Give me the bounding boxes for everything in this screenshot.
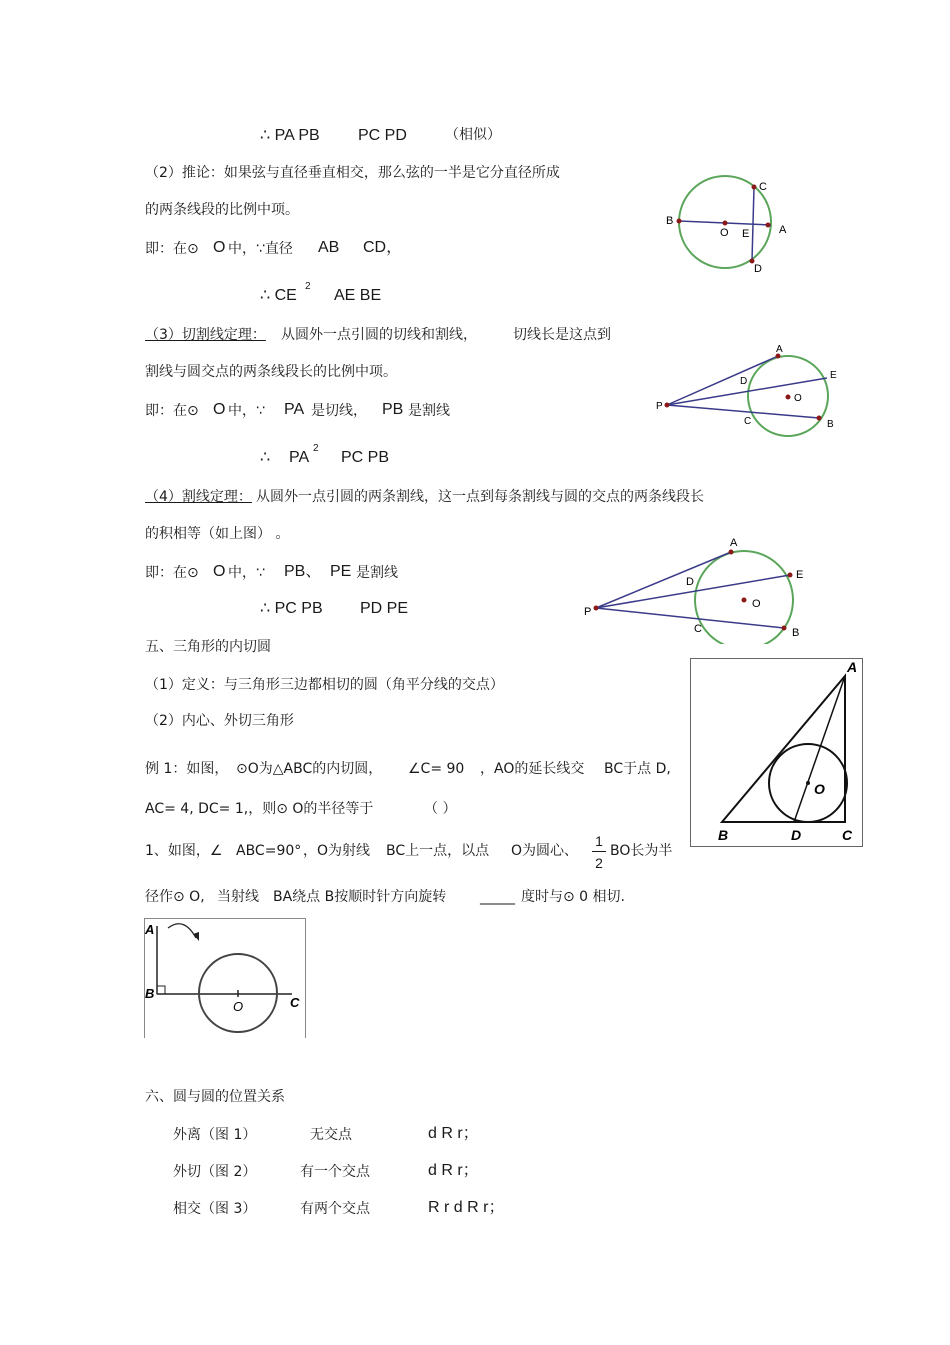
- example1-given: AC= 4, DC= 1,，则⊙ O的半径等于: [145, 801, 374, 817]
- tangent-secant-title: （3）切割线定理：: [145, 327, 266, 343]
- fig1-point-o: [723, 221, 728, 226]
- fig3-point-e: [788, 573, 793, 578]
- question1-fraction-numerator: 1: [595, 833, 603, 849]
- question1-fraction-bar: [592, 851, 606, 852]
- fig1-label-e: E: [742, 228, 750, 240]
- fig5-arrowhead: [193, 932, 199, 941]
- figure-two-secants: [578, 534, 808, 644]
- conclusion-similar-left: ∴ PA PB: [260, 127, 320, 144]
- fig1-point-b: [677, 219, 682, 224]
- fig3-label-d: D: [686, 576, 694, 588]
- tangent-secant-sup: 2: [313, 443, 319, 454]
- secant-theorem-line2: 的积相等（如上图） 。: [145, 526, 290, 542]
- fig1-label-o: O: [720, 227, 729, 239]
- secant-given-pe: PE: [330, 563, 352, 580]
- relation-row-name: 相交（图 3）: [173, 1201, 257, 1217]
- conclusion-similar-right: PC PD: [358, 127, 407, 144]
- relation-row-name: 外离（图 1）: [173, 1127, 257, 1143]
- fig3-point-o: [742, 598, 747, 603]
- figure-tangent-secant: [652, 340, 842, 440]
- corollary-given-ab: AB: [318, 239, 340, 256]
- corollary-given-prefix: 即：在⊙: [145, 241, 199, 257]
- fig4-label-b: B: [718, 827, 729, 843]
- question1-angle: ABC=90°: [236, 843, 302, 859]
- question1-answer-blank: _____: [480, 889, 515, 905]
- relation-row-desc: 有一个交点: [300, 1164, 370, 1180]
- fig5-label-a: A: [145, 922, 155, 937]
- secant-given-mid: 中，∵: [228, 565, 265, 581]
- fig2-label-p: P: [656, 401, 663, 412]
- tangent-secant-pa: PA: [289, 449, 310, 466]
- fig5-rotation-arrow: [168, 924, 196, 938]
- circle-relation-heading: 六、圆与圆的位置关系: [145, 1089, 285, 1105]
- incircle-incenter: （2）内心、外切三角形: [145, 713, 294, 729]
- fig4-label-c: C: [842, 827, 853, 843]
- fig3-point-b: [782, 626, 787, 631]
- question1-fraction-denominator: 2: [595, 855, 603, 871]
- fig1-point-c: [752, 185, 757, 190]
- question1-line2-rotate: BA绕点 B按顺时针方向旋转: [273, 889, 447, 905]
- tangent-secant-pc-pb: PC PB: [341, 449, 390, 466]
- fig1-chord: [752, 187, 754, 261]
- relation-row-formula: R r d R r；: [428, 1199, 505, 1216]
- secant-theorem-text: 从圆外一点引圆的两条割线，这一点到每条割线与圆的交点的两条线段长: [256, 489, 704, 505]
- fig1-label-a: A: [779, 224, 787, 236]
- fig1-point-a: [766, 223, 771, 228]
- relation-row-desc: 无交点: [310, 1127, 352, 1143]
- figure-rotating-ray: [144, 918, 306, 1038]
- example1-prefix: 例 1：如图，: [145, 761, 229, 777]
- fig1-label-b: B: [666, 215, 674, 227]
- corollary-conclusion-ce: ∴ CE: [260, 287, 297, 304]
- corollary-given-mid: 中，∵直径: [228, 241, 293, 257]
- example1-extension: ，AO的延长线交: [480, 761, 585, 777]
- corollary-line2: 的两条线段的比例中项。: [145, 202, 299, 218]
- secant-given-secant: 是割线: [356, 565, 398, 581]
- fig2-tangent-pa: [667, 356, 778, 405]
- tangent-secant-given-pa: PA: [284, 401, 305, 418]
- example1-answer-blank: （ ）: [424, 801, 457, 817]
- fig2-secant-pb: [667, 405, 819, 418]
- question1-radius: BO长为半: [610, 843, 673, 859]
- fig5-label-b: B: [145, 986, 155, 1001]
- tangent-secant-given-secant: 是割线: [408, 403, 450, 419]
- similar-note: （相似）: [445, 127, 501, 143]
- tangent-secant-text2: 切线长是这点到: [513, 327, 611, 343]
- fig3-label-a: A: [730, 537, 738, 549]
- example1-point-d: BC于点 D,: [604, 761, 671, 777]
- secant-given-pb: PB、: [284, 563, 322, 580]
- fig3-label-e: E: [796, 569, 804, 581]
- tangent-secant-line2: 割线与圆交点的两条线段长的比例中项。: [145, 364, 397, 380]
- secant-conclusion-right: PD PE: [360, 600, 409, 617]
- relation-row-formula: d R r；: [428, 1162, 479, 1179]
- example1-angle: ∠C= 90: [408, 761, 465, 777]
- fig3-point-p: [594, 606, 599, 611]
- fig1-label-d: D: [754, 263, 762, 275]
- tangent-secant-given-mid: 中，∵: [228, 403, 265, 419]
- question1-prefix: 1、如图，∠: [145, 843, 223, 859]
- corollary-conclusion-ae-be: AE BE: [334, 287, 382, 304]
- secant-given-o: O: [213, 563, 226, 580]
- fig3-secant-pa: [596, 552, 731, 608]
- relation-row-desc: 有两个交点: [300, 1201, 370, 1217]
- tangent-secant-therefore: ∴: [260, 449, 271, 466]
- corollary-conclusion-sup: 2: [305, 281, 311, 292]
- figure-incircle-triangle: [690, 658, 864, 848]
- question1-ray: ，O为射线: [303, 843, 371, 859]
- secant-given-prefix: 即：在⊙: [145, 565, 199, 581]
- fig4-point-o: [806, 781, 810, 785]
- question1-point: BC上一点，以点: [386, 843, 490, 859]
- question1-center: O为圆心、: [511, 843, 579, 859]
- fig4-line-ad: [794, 676, 845, 822]
- relation-row-formula: d R r；: [428, 1125, 479, 1142]
- tangent-secant-given-pb: PB: [382, 401, 404, 418]
- fig3-label-o: O: [752, 598, 761, 610]
- incircle-definition: （1）定义：与三角形三边都相切的圆（角平分线的交点）: [145, 677, 504, 693]
- fig3-point-a: [729, 550, 734, 555]
- fig5-label-o: O: [233, 999, 244, 1014]
- fig2-label-d: D: [740, 376, 748, 387]
- tangent-secant-given-tangent: 是切线，: [311, 403, 367, 419]
- fig3-label-b: B: [792, 627, 800, 639]
- corollary-line1: （2）推论：如果弦与直径垂直相交，那么弦的一半是它分直径所成: [145, 165, 560, 181]
- fig2-point-b: [817, 416, 822, 421]
- example1-incircle: ⊙O为△ABC的内切圆，: [236, 761, 383, 777]
- question1-line2-suffix: 度时与⊙ 0 相切.: [521, 889, 625, 905]
- incircle-heading: 五、三角形的内切圆: [145, 639, 271, 655]
- tangent-secant-given-o: O: [213, 401, 226, 418]
- question1-line2-prefix: 径作⊙ O,: [145, 889, 205, 905]
- question1-line2-ray: 当射线: [217, 889, 259, 905]
- corollary-given-o: O: [213, 239, 226, 256]
- fig5-right-angle: [157, 986, 165, 994]
- fig4-label-o: O: [814, 781, 825, 797]
- fig2-point-p: [665, 403, 670, 408]
- secant-conclusion-left: ∴ PC PB: [260, 600, 323, 617]
- fig3-label-p: P: [584, 606, 592, 618]
- fig3-secant-pb: [596, 608, 784, 628]
- fig2-label-e: E: [830, 370, 837, 381]
- fig4-label-d: D: [791, 827, 802, 843]
- tangent-secant-text1: 从圆外一点引圆的切线和割线，: [281, 327, 477, 343]
- relation-row-name: 外切（图 2）: [173, 1164, 257, 1180]
- fig1-label-c: C: [759, 181, 767, 193]
- fig5-label-c: C: [290, 995, 300, 1010]
- figure-chord-diameter: [660, 172, 800, 280]
- fig4-label-a: A: [847, 659, 858, 675]
- secant-theorem-title: （4）割线定理：: [145, 489, 252, 505]
- fig2-label-c: C: [744, 416, 752, 427]
- fig2-label-a: A: [776, 344, 783, 355]
- fig2-label-b: B: [827, 419, 834, 430]
- fig3-label-c: C: [694, 623, 702, 635]
- fig2-point-o: [786, 395, 791, 400]
- corollary-given-cd: CD，: [363, 239, 403, 256]
- tangent-secant-given-prefix: 即：在⊙: [145, 403, 199, 419]
- fig2-label-o: O: [794, 393, 802, 404]
